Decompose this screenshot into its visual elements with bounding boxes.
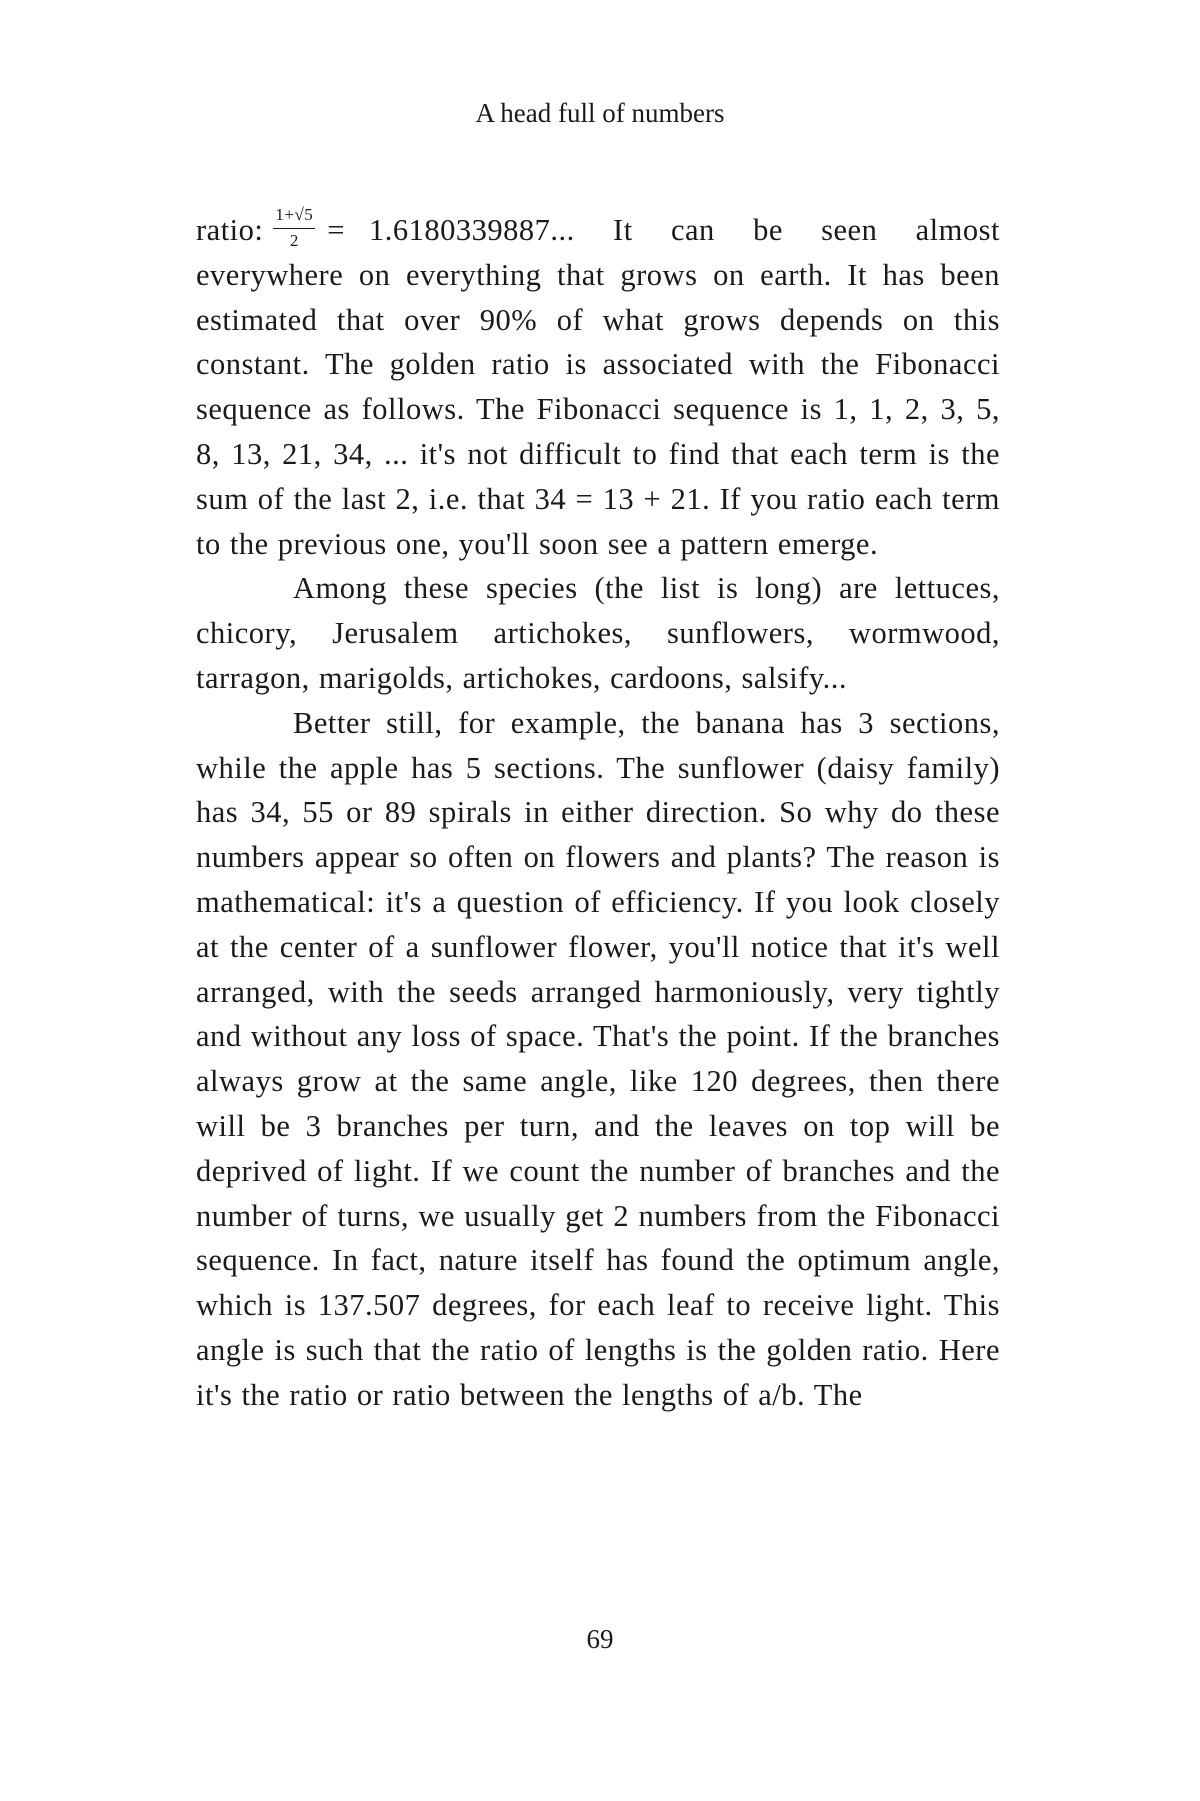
paragraph-efficiency: Better still, for example, the banana has 3 sections, while the apple has 5 sections. The sunflower (daisy family) has 34, 55 or 89 spirals in either direction. So why do these numbers appear so often on flowers and plants? The reason is mathematical: it's a question of efficiency. If you look closely at the center of a sunflower flower, you'll notice that it's well arranged, with the seeds arranged harmoniously, very tightly and without any loss of space. That's the point. If the branches always grow at the same angle, like 120 degrees, then there will be 3 branches per turn, and the leaves on top will be deprived of light. If we count the number of branches and the number of turns, we usually get 2 numbers from the Fibonacci sequence. In fact, nature itself has found the optimum angle, which is 137.507 degrees, for each leaf to receive light. This angle is such that the ratio of lengths is the golden ratio. Here it's the ratio or ratio between the lengths of a/b. The (196, 705, 1000, 1412)
golden-ratio-fraction (273, 205, 315, 251)
fraction-numerator: 1+√5 (273, 205, 315, 229)
first-line-text (369, 213, 1000, 248)
running-head: A head full of numbers (475, 98, 725, 128)
first-line-word: be (753, 212, 783, 247)
page-number: 69 (586, 1624, 614, 1654)
paragraph-golden-ratio: everywhere on everything that grows on earth. It has been estimated that over 90% of what grows depends on this constant. The golden ratio is associated with the Fibonacci sequence as follows. The Fibonacci sequence is 1, 1, 2, 3, 5, 8, 13, 21, 34, ... it's not difficult to find that each term is the sum of the last 2, i.e. that 34 = 13 + 21. If you ratio each term to the previous one, you'll soon see a pattern emerge. (196, 257, 1000, 561)
first-line-word: almost (915, 212, 1000, 247)
equals-sign: = (327, 212, 345, 247)
first-line-word: It (613, 212, 633, 247)
first-line-word: can (670, 212, 715, 247)
formula-line (196, 205, 1000, 253)
first-line-word: seen (821, 212, 878, 247)
fraction-denominator: 2 (289, 231, 299, 251)
ratio-label: ratio: (196, 212, 264, 247)
body-text (196, 205, 1000, 1418)
paragraph-species: Among these species (the list is long) are lettuces, chicory, Jerusalem artichokes, sunflowers, wormwood, tarragon, marigolds, artichokes, cardoons, salsify... (196, 571, 1000, 695)
golden-ratio-value: 1.6180339887... (369, 212, 575, 247)
